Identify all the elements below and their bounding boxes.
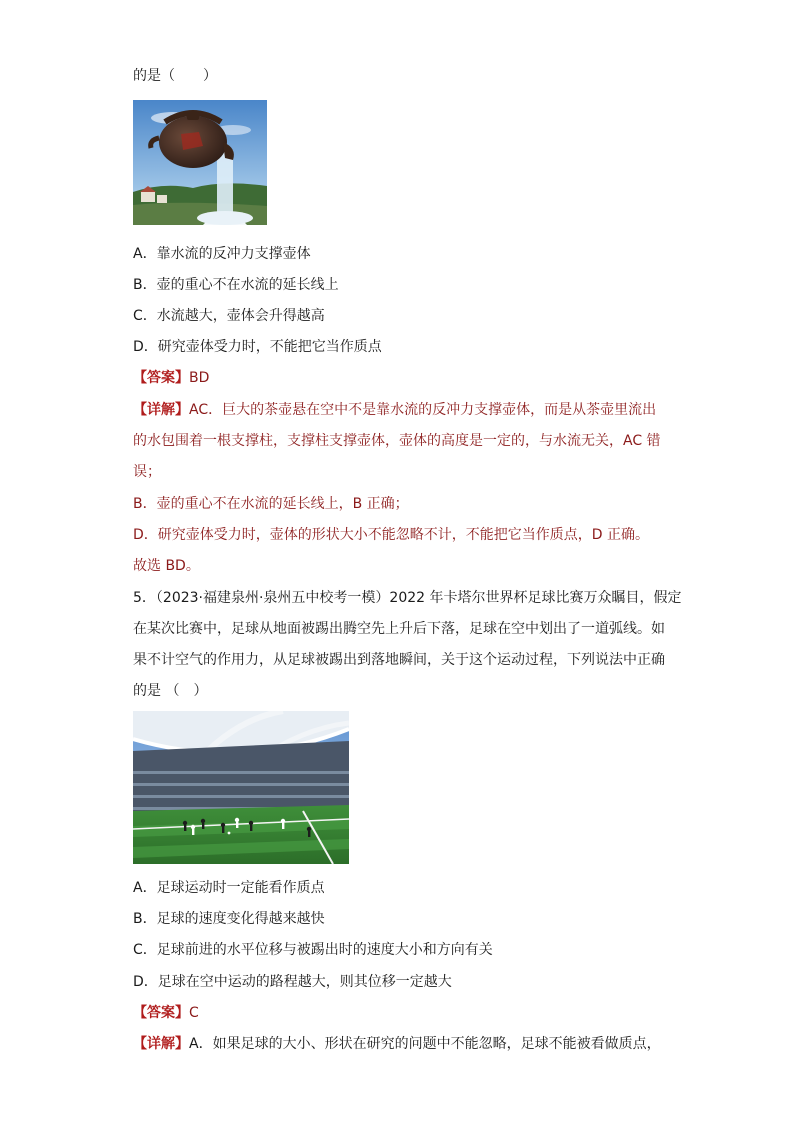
q4-detail-line-5: D．研究壶体受力时，壶体的形状大小不能忽略不计，不能把它当作质点，D 正确。: [133, 527, 650, 543]
q4-detail-line-4: B．壶的重心不在水流的延长线上，B 正确；: [133, 496, 409, 512]
q4-detail-text-1: AC．巨大的茶壶悬在空中不是靠水流的反冲力支撑壶体，而是从茶壶里流出: [189, 402, 657, 418]
q5-detail-line-1: [133, 1034, 661, 1054]
q4-detail-line-3: 误；: [133, 464, 161, 480]
q4-answer: BD: [189, 370, 210, 386]
q5-stem-line-2: 在某次比赛中，足球从地面被踢出腾空先上升后下落，足球在空中划出了一道弧线。如: [133, 621, 665, 637]
q5-detail-tag: 【详解】: [133, 1036, 189, 1052]
stadium-image: [133, 711, 349, 864]
q4-option-b: B．壶的重心不在水流的延长线上: [133, 277, 339, 293]
q5-option-d: D．足球在空中运动的路程越大，则其位移一定越大: [133, 974, 452, 990]
q5-answer-tag: 【答案】: [133, 1005, 189, 1021]
q5-answer-line: [133, 1003, 199, 1023]
q4-option-d: D．研究壶体受力时，不能把它当作质点: [133, 339, 382, 355]
q4-answer-line: [133, 368, 209, 388]
q5-answer: C: [189, 1005, 199, 1021]
q5-option-c: C．足球前进的水平位移与被踢出时的速度大小和方向有关: [133, 942, 493, 958]
teapot-fountain-image: [133, 100, 267, 225]
q5-stem-line-3: 果不计空气的作用力，从足球被踢出到落地瞬间，关于这个运动过程，下列说法中正确: [133, 652, 665, 668]
q4-detail-tag: 【详解】: [133, 402, 189, 418]
q4-detail-line-2: 的水包围着一根支撑柱，支撑柱支撑壶体，壶体的高度是一定的，与水流无关，AC 错: [133, 433, 661, 449]
q4-detail-line-1: [133, 400, 656, 420]
q5-stem-line-1: 5．（2023·福建泉州·泉州五中校考一模）2022 年卡塔尔世界杯足球比赛万众瞩目，假定: [133, 590, 682, 606]
q5-detail-text-1: A．如果足球的大小、形状在研究的问题中不能忽略，足球不能被看做质点，: [189, 1036, 661, 1052]
q4-option-c: C．水流越大，壶体会升得越高: [133, 308, 325, 324]
q4-conclusion: 故选 BD。: [133, 558, 200, 574]
q4-stem-tail: 的是（ ）: [133, 68, 217, 84]
q5-stem-line-4: 的是 （ ）: [133, 683, 208, 699]
q4-option-a: A．靠水流的反冲力支撑壶体: [133, 246, 311, 262]
q5-option-b: B．足球的速度变化得越来越快: [133, 911, 325, 927]
q4-answer-tag: 【答案】: [133, 370, 189, 386]
q5-option-a: A．足球运动时一定能看作质点: [133, 880, 325, 896]
